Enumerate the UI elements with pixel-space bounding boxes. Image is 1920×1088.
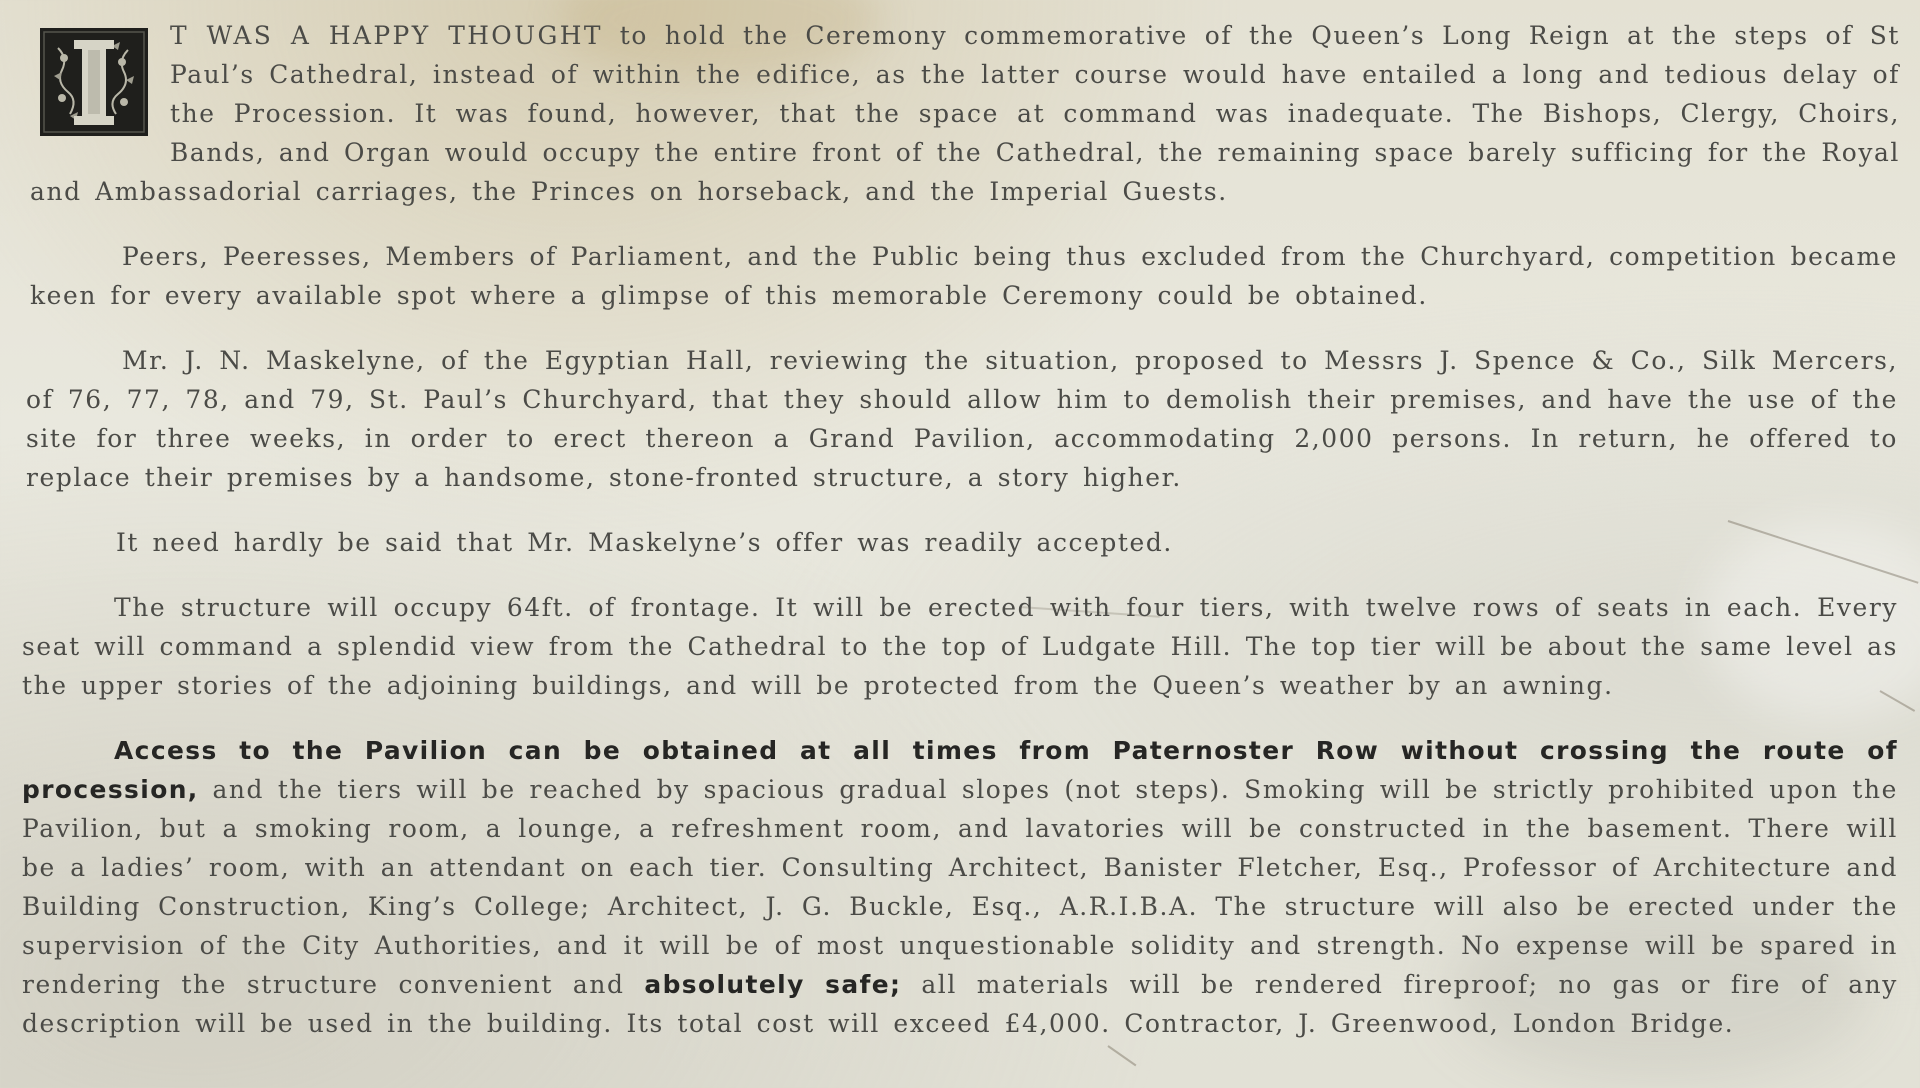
paragraph-1 [30,16,1900,211]
drop-cap-spacer [30,16,170,134]
pavilion-access-emphasis: Access to the Pavilion can be obtained at all times from Paternoster Row without crossing the route of procession, [22,736,1898,804]
paper-crease [1107,1045,1136,1066]
opening-capitals: T WAS A HAPPY THOUGHT [170,21,603,50]
safety-emphasis: absolutely safe; [644,970,902,999]
paragraph-6 [22,731,1898,1043]
paragraph-3: Mr. J. N. Maskelyne, of the Egyptian Hall, reviewing the situation, proposed to Messrs J. Spence & Co., Silk Mercers, of 76, 77, 78, and 79, St. Paul’s Churchyard, that they should allow him to demolish their premises, and have the use of the site for three weeks, in order to erect thereon a Grand Pavilion, accommodating 2,000 persons. In return, he offered to replace their premises by a handsome, stone-fronted structure, a story higher. [26,346,1898,492]
paragraph-6-end: all materials will be rendered fireproof; no gas or fire of any description will be used in the building. Its total cost will exceed £4,000. Contractor, J. Greenwood, London Bridge. [22,970,1898,1038]
paragraph-5: The structure will occupy 64ft. of frontage. It will be erected with four tiers, with twelve rows of seats in each. Every seat will command a splendid view from the Cathedral to the top of Ludgate Hill. The top tier will be about the same level as the upper stories of the adjoining buildings, and will be protected from the Queen’s weather by an awning. [22,593,1898,700]
paragraph-6-text: and the tiers will be reached by spacious gradual slopes (not steps). Smoking will be strictly prohibited upon the Pavilion, but a smoking room, a lounge, a refreshment room, and lavatories will be constructed in the basement. There will be a ladies’ room, with an attendant on each tier. Consulting Architect, Banister Fletcher, Esq., Professor of Architecture and Building Construction, King’s College; Architect, J. G. Buckle, Esq., A.R.I.B.A. The structure will also be erected under the supervision of the City Authorities, and it will be of most unquestionable solidity and strength. No expense will be spared in rendering the structure convenient and [22,775,1898,999]
paragraph-1-text: to hold the Ceremony commemorative of the Queen’s Long Reign at the steps of St Paul’s Cathedral, instead of within the edifice, as the latter course would have entailed a long and tedious delay of the Procession. It was found, however, that the space at command was inadequate. The Bishops, Clergy, Choirs, Bands, and Organ would occupy the entire front of the Cathedral, the remaining space barely sufficing for the Royal and Ambassadorial carriages, the Princes on horseback, and the Imperial Guests. [30,21,1901,206]
paragraph-2: Peers, Peeresses, Members of Parliament, and the Public being thus excluded from the Churchyard, competition became keen for every available spot where a glimpse of this memorable Ceremony could be obtained. [30,242,1898,310]
paragraph-4: It need hardly be said that Mr. Maskelyne’s offer was readily accepted. [116,528,1173,557]
